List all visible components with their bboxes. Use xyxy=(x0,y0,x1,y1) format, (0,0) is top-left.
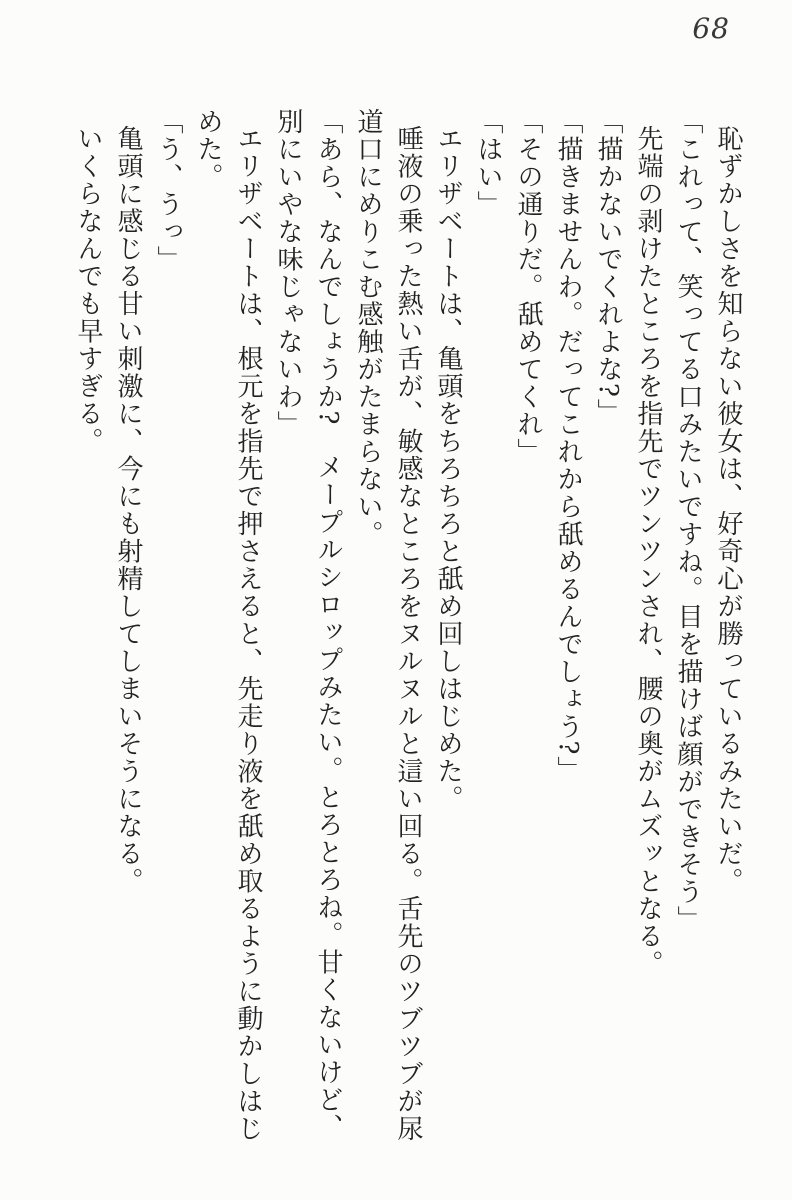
vertical-text-block xyxy=(68,108,748,1186)
page-number: 68 xyxy=(692,12,730,45)
text-line: 唾液の乗った熱い舌が、敏感なところをヌルヌルと這い回る。舌先のツブツブが尿 xyxy=(393,125,423,1143)
text-line: 亀頭に感じる甘い刺激に、今にも射精してしまいそうになる。 xyxy=(113,125,143,895)
text-line: いくらなんでも早すぎる。 xyxy=(73,125,103,455)
text-line: 「これって、笑ってる口みたいですね。目を描けば顔ができそう」 xyxy=(673,108,703,933)
text-line: めた。 xyxy=(193,108,223,191)
text-line: 先端の剥けたところを指先でツンツンされ、腰の奥がムズッとなる。 xyxy=(633,125,663,978)
text-line: 恥ずかしさを知らない彼女は、好奇心が勝っているみたいだ。 xyxy=(713,125,743,895)
text-line: エリザベートは、根元を指先で押さえると、先走り液を舐め取るように動かしはじ xyxy=(233,125,263,1143)
text-line: 「描かないでくれよな?」 xyxy=(593,108,623,426)
text-line: 「描きませんわ。だってこれから舐めるんでしょう?」 xyxy=(553,108,583,784)
text-line: 「はい」 xyxy=(473,108,503,218)
text-line: 「う、うっ」 xyxy=(153,108,183,273)
text-line: 別にいやな味じゃないわ」 xyxy=(273,108,303,438)
text-line: 「あら、なんでしょうか? メープルシロップみたい。とろとろね。甘くないけど、 xyxy=(313,108,343,1141)
text-line: 「その通りだ。舐めてくれ」 xyxy=(513,108,543,466)
text-line: エリザベートは、亀頭をちろちろと舐め回しはじめた。 xyxy=(433,125,463,813)
text-line: 道口にめりこむ感触がたまらない。 xyxy=(353,108,383,548)
